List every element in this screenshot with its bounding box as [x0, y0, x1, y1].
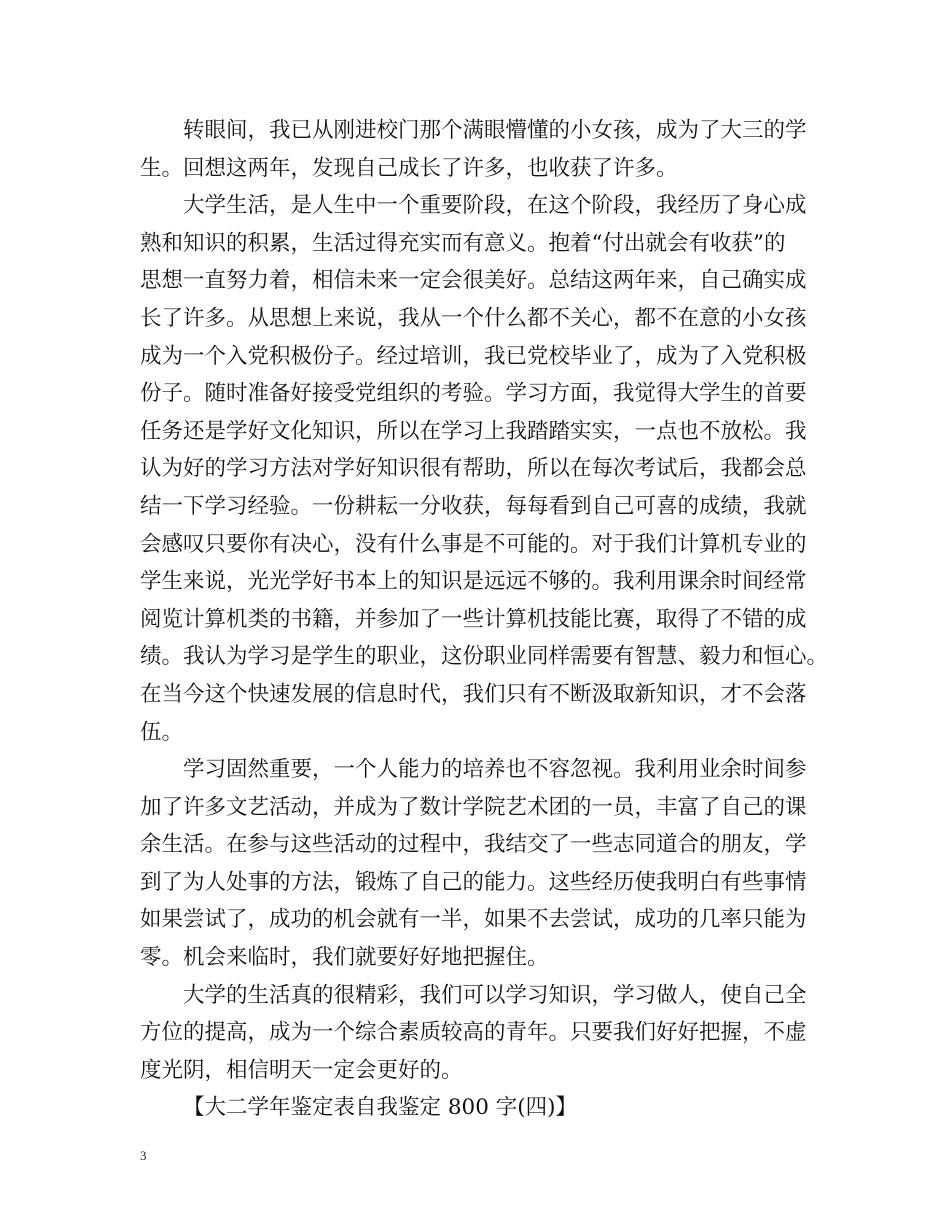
text-line: 生。回想这两年，发现自己成长了许多，也收获了许多。 [140, 155, 678, 181]
text-line: 任务还是学好文化知识，所以在学习上我踏踏实实，一点也不放松。我 [140, 418, 807, 444]
page-number: 3 [140, 1148, 147, 1163]
paragraph-4 [140, 977, 818, 1090]
text-line: 加了许多文艺活动，并成为了数计学院艺术团的一员，丰富了自己的课 [140, 794, 807, 820]
text-line: 如果尝试了，成功的机会就有一半，如果不去尝试，成功的几率只能为 [140, 907, 807, 933]
text-line: 余生活。在参与这些活动的过程中，我结交了一些志同道合的朋友，学 [140, 832, 807, 858]
text-line: 会感叹只要你有决心，没有什么事是不可能的。对于我们计算机专业的 [140, 531, 807, 557]
text-line: 在当今这个快速发展的信息时代，我们只有不断汲取新知识，才不会落 [140, 681, 807, 707]
text-line: 长了许多。从思想上来说，我从一个什么都不关心，都不在意的小女孩 [140, 305, 807, 331]
text-line: 学生来说，光光学好书本上的知识是远远不够的。我利用课余时间经常 [140, 569, 807, 595]
text-line: 熟和知识的积累，生活过得充实而有意义。抱着“付出就会有收获”的 [140, 230, 786, 256]
text-line: 大学生活，是人生中一个重要阶段，在这个阶段，我经历了身心成 [183, 193, 807, 219]
section-heading: 【大二学年鉴定表自我鉴定 800 字(四)】 [183, 1095, 577, 1121]
text-line: 大学的生活真的很精彩，我们可以学习知识，学习做人，使自己全 [183, 982, 807, 1008]
text-line: 成为一个入党积极份子。经过培训，我已党校毕业了，成为了入党积极 [140, 343, 807, 369]
text-line: 零。机会来临时，我们就要好好地把握住。 [140, 945, 549, 971]
paragraph-3 [140, 751, 818, 977]
text-line: 度光阴，相信明天一定会更好的。 [140, 1057, 463, 1083]
text-line: 方位的提高，成为一个综合素质较高的青年。只要我们好好把握，不虚 [140, 1020, 807, 1046]
text-line: 思想一直努力着，相信未来一定会很美好。总结这两年来，自己确实成 [140, 268, 807, 294]
text-line: 伍。 [140, 719, 184, 745]
text-line: 结一下学习经验。一份耕耘一分收获，每每看到自己可喜的成绩，我就 [140, 493, 807, 519]
text-line: 到了为人处事的方法，锻炼了自己的能力。这些经历使我明白有些事情 [140, 869, 807, 895]
paragraph-1 [140, 112, 818, 187]
text-line: 阅览计算机类的书籍，并参加了一些计算机技能比赛，取得了不错的成 [140, 606, 807, 632]
text-line: 转眼间，我已从刚进校门那个满眼懵懂的小女孩，成为了大三的学 [183, 118, 807, 143]
text-line: 份子。随时准备好接受党组织的考验。学习方面，我觉得大学生的首要 [140, 381, 807, 407]
document-body [140, 112, 829, 1127]
paragraph-2 [140, 187, 829, 751]
text-line: 认为好的学习方法对学好知识很有帮助，所以在每次考试后，我都会总 [140, 456, 807, 482]
text-line: 绩。我认为学习是学生的职业，这份职业同样需要有智慧、毅力和恒心。 [140, 644, 829, 670]
text-line: 学习固然重要，一个人能力的培养也不容忽视。我利用业余时间参 [183, 757, 807, 783]
